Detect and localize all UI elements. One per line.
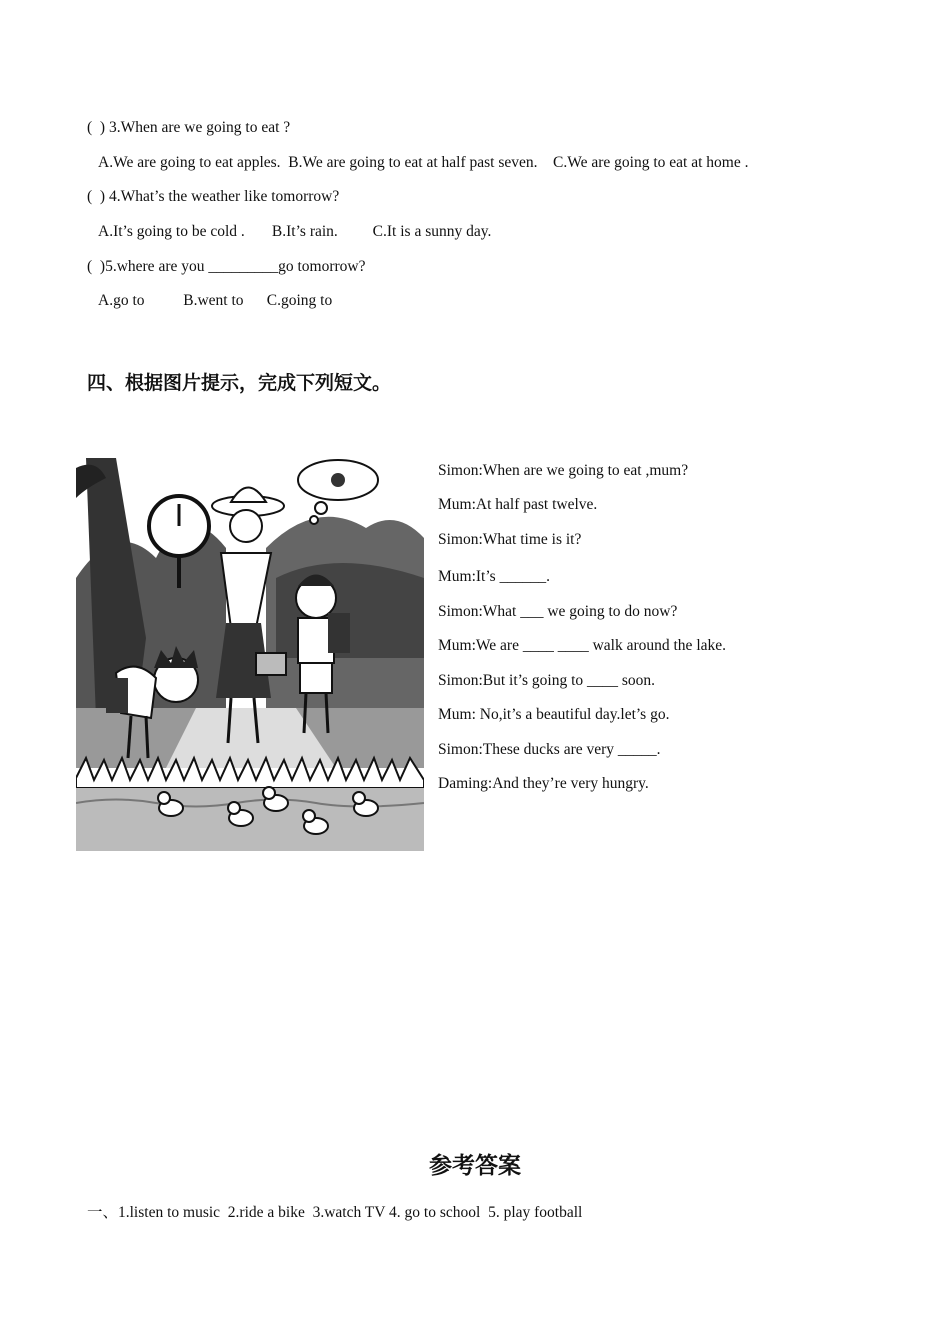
answers-title: 参考答案 <box>429 1153 521 1179</box>
answers-line-1: 一、1.listen to music 2.ride a bike 3.watch TV 4. go to school 5. play football <box>87 1204 583 1221</box>
question-4-stem: ( ) 4.What’s the weather like tomorrow? <box>87 188 340 205</box>
question-5-options: A.go to B.went to C.going to <box>98 292 333 309</box>
question-5-stem: ( )5.where are you _________go tomorrow? <box>87 258 366 275</box>
question-3-stem: ( ) 3.When are we going to eat ? <box>87 119 291 136</box>
section-4-heading: 四、根据图片提示，完成下列短文。 <box>87 372 392 394</box>
dialogue-line-4: Mum:It’s ______. <box>438 568 550 585</box>
dialogue-line-5: Simon:What ___ we going to do now? <box>438 603 678 620</box>
question-4-options: A.It’s going to be cold . B.It’s rain. C.It is a sunny day. <box>98 223 492 240</box>
park-illustration <box>76 458 424 851</box>
dialogue-line-9: Simon:These ducks are very _____. <box>438 741 661 758</box>
dialogue-line-3: Simon:What time is it? <box>438 531 582 548</box>
dialogue-line-10: Daming:And they’re very hungry. <box>438 775 649 792</box>
question-3-options: A.We are going to eat apples. B.We are going to eat at half past seven. C.We are going to eat at home . <box>98 154 749 171</box>
dialogue-line-6: Mum:We are ____ ____ walk around the lake. <box>438 637 727 654</box>
dialogue-line-7: Simon:But it’s going to ____ soon. <box>438 672 656 689</box>
dialogue-line-8: Mum: No,it’s a beautiful day.let’s go. <box>438 706 670 723</box>
dialogue-line-1: Simon:When are we going to eat ,mum? <box>438 462 689 479</box>
dialogue-line-2: Mum:At half past twelve. <box>438 496 598 513</box>
